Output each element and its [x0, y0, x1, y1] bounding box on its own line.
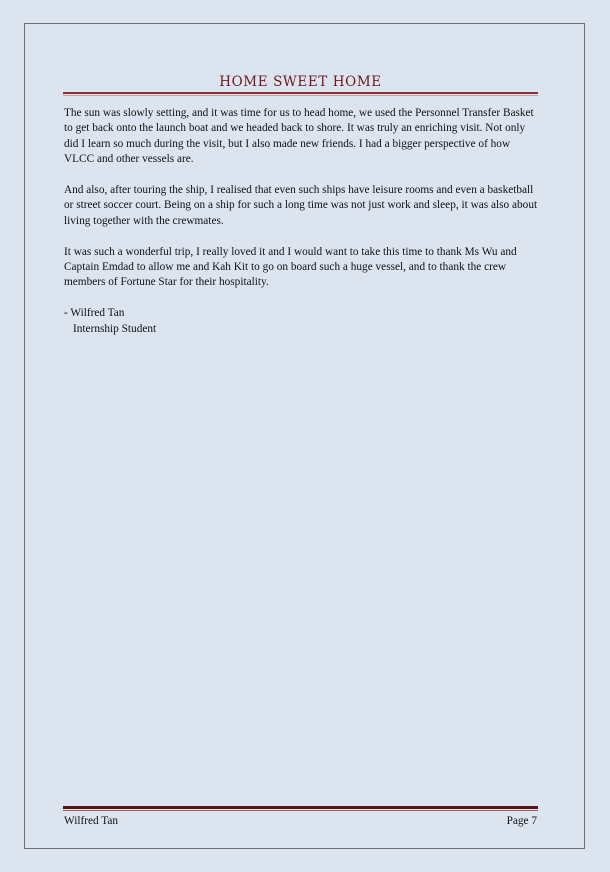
heading-rule	[63, 92, 538, 94]
paragraph: It was such a wonderful trip, I really loved it and I would want to take this time to thank Ms Wu and Captain Emdad to allow me and Kah Kit to go on board such a huge vessel, and to thank the crew members of Fortune Star for their hospitality.	[64, 245, 517, 289]
paragraph: The sun was slowly setting, and it was time for us to head home, we used the Personnel Transfer Basket to get back onto the launch boat and we headed back to shore. It was truly an enriching visit. Not only did I learn so much during the visit, but I also made new friends. I had a bigger perspective of how VLCC and other vessels are.	[64, 107, 534, 166]
signature-role: Internship Student	[73, 322, 157, 335]
body-text	[64, 106, 542, 337]
paragraph: And also, after touring the ship, I realised that even such ships have leisure rooms and even a basketball or street soccer court. Being on a ship for such a long time was not just work and sleep, it was also about living together with the crewmates.	[64, 184, 538, 227]
footer-author: Wilfred Tan	[64, 815, 119, 827]
heading-rule-thin	[63, 95, 538, 96]
page-number: Page 7	[506, 815, 537, 827]
section-heading: HOME SWEET HOME	[219, 74, 382, 90]
footer-rule	[63, 806, 538, 809]
signature-name: - Wilfred Tan	[64, 307, 125, 320]
footer-rule-thin	[63, 810, 538, 811]
signature	[64, 306, 542, 337]
